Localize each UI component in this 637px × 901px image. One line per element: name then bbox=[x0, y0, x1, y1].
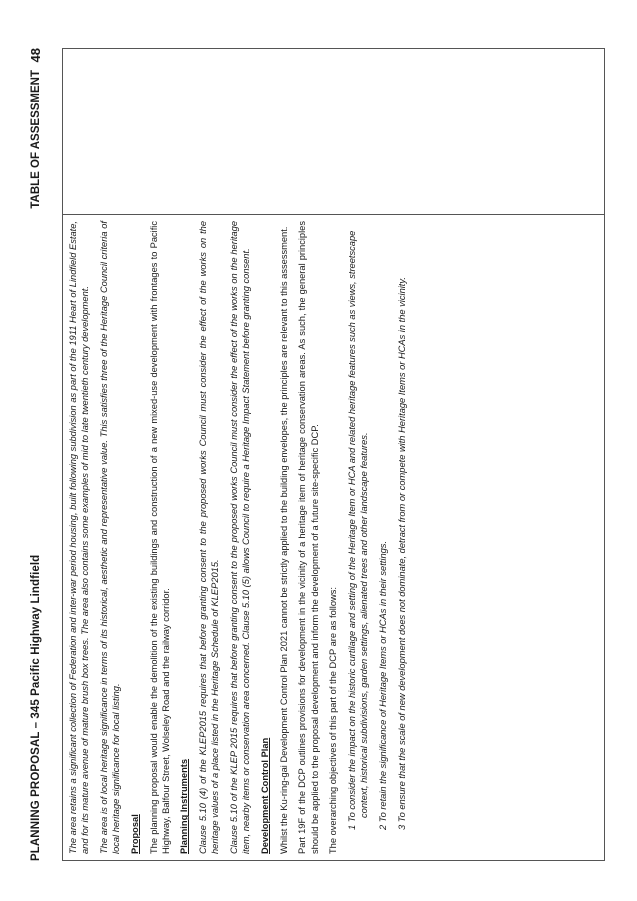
document-title: PLANNING PROPOSAL – 345 Pacific Highway Lindfield bbox=[30, 554, 42, 861]
objective-item: 1 To consider the impact on the historic curtilage and setting of the Heritage Item or HCA and related heritage features such as views, streetscape context, historical subdivisions, garden settings, alienated trees and other landscape features. bbox=[346, 230, 370, 830]
paragraph-clause-5-10: Clause 5.10 of the KLEP 2015 requires that before granting consent to the proposed works Council must consider the effect of the works on the heritage item, nearby items or conservation area concerned. Clause 5.10 (5) allows Council to require a Heritage Impact Statement before granting consent. bbox=[229, 221, 252, 854]
heading-development-control-plan: Development Control Plan bbox=[259, 737, 270, 854]
objectives-list bbox=[346, 221, 408, 854]
paragraph-clause-5-10-4: Clause 5.10 (4) of the KLEP2015 requires that before granting consent to the proposed works Council must consider the effect of the works on the heritage values of a place listed in the Heritage Schedule of KLEP2015. bbox=[198, 221, 221, 854]
paragraph-area-significance: The area retains a significant collection of Federation and inter-war period housing, built following subdivision as part of the 1911 Heart of Lindfield Estate, and for its mature avenue of mature brush box trees. The area also contains some examples of mid to late twentieth century development. bbox=[68, 221, 91, 854]
page-number: 48 bbox=[28, 48, 43, 63]
paragraph-proposal: The planning proposal would enable the demolition of the existing buildings and construction of a new mixed-use development with frontages to Pacific Highway, Balfour Street, Wolseley Road and the railway corridor. bbox=[148, 221, 171, 854]
heading-proposal: Proposal bbox=[129, 814, 140, 854]
heading-planning-instruments: Planning Instruments bbox=[179, 758, 190, 854]
paragraph-dcp-principles: Whilst the Ku-ring-gai Development Control Plan 2021 cannot be strictly applied to the building envelopes, the principles are relevant to this assessment. bbox=[278, 226, 289, 854]
paragraph-objectives-intro: The overarching objectives of this part of the DCP are as follows: bbox=[328, 587, 339, 854]
assessment-text-column bbox=[63, 214, 604, 860]
section-title: TABLE OF ASSESSMENT bbox=[30, 70, 42, 209]
empty-comment-column bbox=[63, 49, 604, 214]
objective-item: 2 To retain the significance of Heritage Items or HCAs in their settings. bbox=[377, 540, 388, 830]
assessment-table bbox=[62, 48, 605, 861]
paragraph-part-19f: Part 19F of the DCP outlines provisions for development in the vicinity of a heritage item of heritage conservation areas. As such, the general principles should be applied to the proposal development and inform the development of a future site-specific DCP. bbox=[297, 221, 320, 854]
objective-item: 3 To ensure that the scale of new development does not dominate, detract from or compete with Heritage Items or HCAs in the vicinity. bbox=[396, 277, 407, 830]
paragraph-heritage-criteria: The area is of local heritage significance in terms of its historical, aesthetic and representative value. This satisfies three of the Heritage Council criteria of local heritage significance for local listing. bbox=[98, 221, 122, 854]
page-header bbox=[30, 48, 50, 861]
